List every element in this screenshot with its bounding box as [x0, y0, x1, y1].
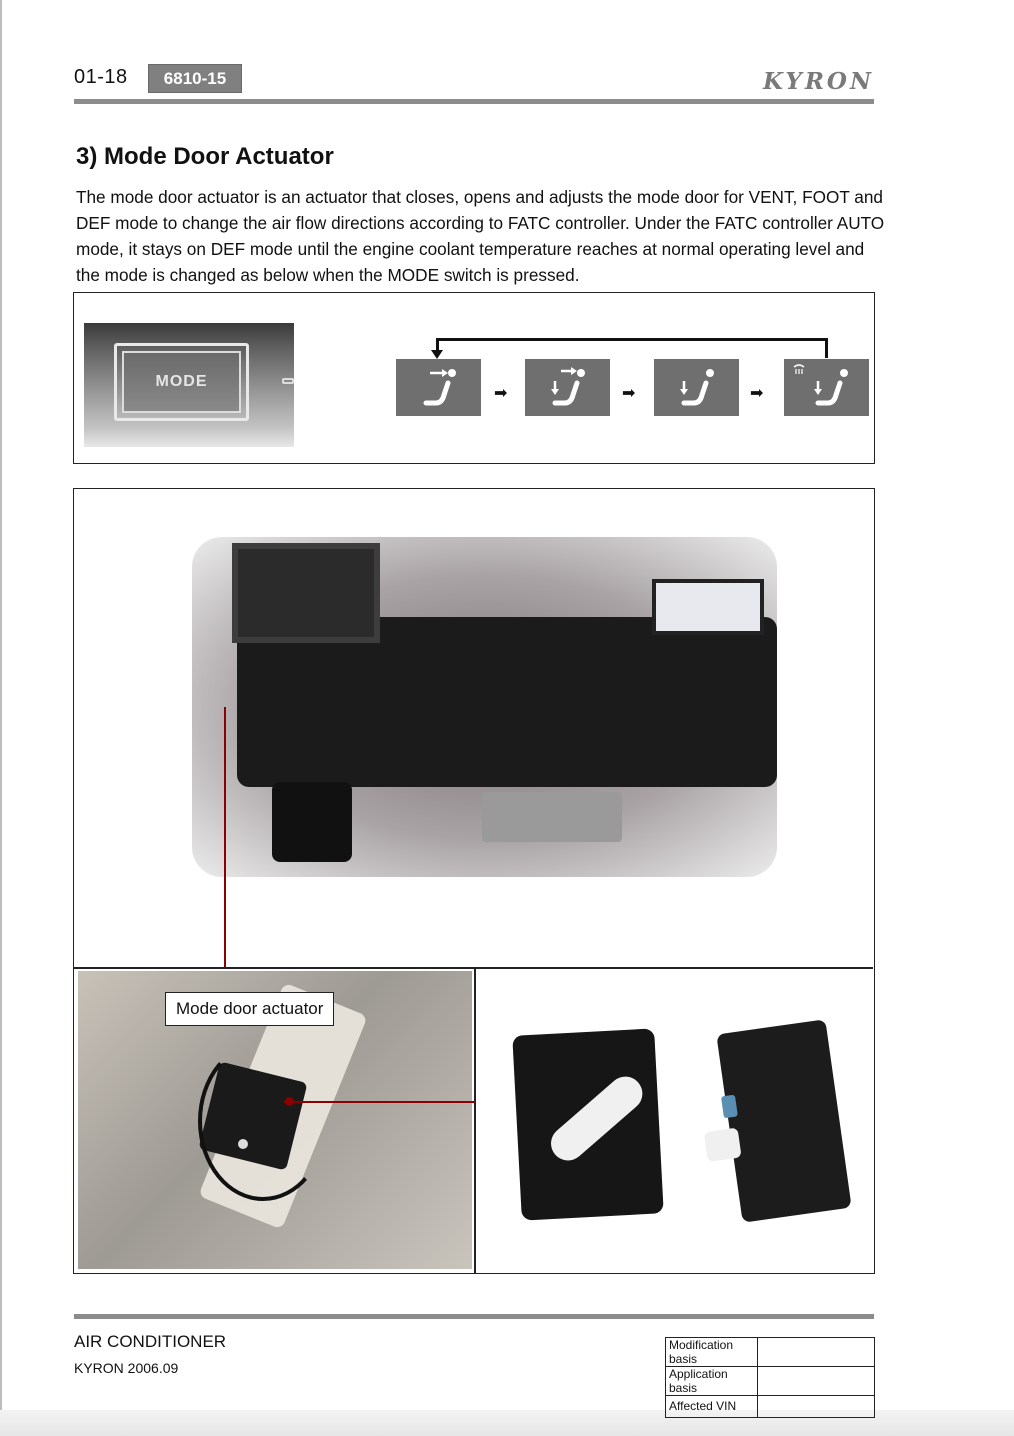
actuator-front-view — [512, 1028, 663, 1220]
hvac-duct — [232, 543, 380, 643]
page-number: 01-18 — [74, 66, 128, 88]
flow-arrow: ➡ — [622, 385, 636, 402]
hvac-unit-photo — [192, 537, 777, 877]
foot-defrost-mode-icon — [784, 359, 869, 416]
flow-arrow: ➡ — [750, 385, 764, 402]
flow-arrow: ➡ — [494, 385, 508, 402]
mode-button-label: MODE — [122, 351, 241, 413]
adjacent-button — [282, 378, 294, 384]
loop-line-top — [436, 338, 828, 341]
modification-basis-label: Modification basis — [666, 1338, 758, 1367]
foot-mode-icon — [654, 359, 739, 416]
bi-level-mode-icon — [525, 359, 610, 416]
hvac-plate — [482, 792, 622, 842]
header-rule — [74, 99, 874, 104]
section-title: 3) Mode Door Actuator — [76, 143, 334, 170]
actuator-harness — [198, 1041, 328, 1201]
panel-divider-vertical — [474, 967, 476, 1273]
hvac-outlet — [272, 782, 352, 862]
section-code-badge: 6810-15 — [148, 64, 242, 93]
revision-table — [665, 1337, 875, 1418]
actuator-connector — [704, 1128, 742, 1162]
actuator-terminal — [721, 1095, 738, 1119]
affected-vin-label: Affected VIN — [666, 1396, 758, 1418]
application-basis-value — [758, 1367, 875, 1396]
brand-logo: KYRON — [763, 68, 874, 95]
actuator-pivot — [238, 1139, 248, 1149]
modification-basis-value — [758, 1338, 875, 1367]
affected-vin-value — [758, 1396, 875, 1418]
page-edge — [0, 0, 2, 1436]
mode-sequence-panel — [73, 292, 875, 464]
leader-line-horizontal — [284, 1101, 476, 1103]
loop-line-right — [825, 338, 828, 358]
application-basis-label: Application basis — [666, 1367, 758, 1396]
hvac-filter — [652, 579, 764, 635]
mode-door-actuator-callout: Mode door actuator — [165, 992, 334, 1026]
actuator-side-view — [716, 1019, 851, 1222]
vent-mode-icon — [396, 359, 481, 416]
footer-model-date: KYRON 2006.09 — [74, 1360, 179, 1376]
footer-section-name: AIR CONDITIONER — [74, 1332, 227, 1351]
mode-switch-photo — [84, 323, 294, 447]
loop-arrow-head — [431, 350, 443, 359]
table-row — [666, 1338, 875, 1367]
section-description: The mode door actuator is an actuator that closes, opens and adjusts the mode door for VENT, FOOT and DEF mode to change the air flow directions according to FATC controller. Under the FATC controller AUTO mode, it stays on DEF mode until the engine coolant temperature reaches at normal operating level and the mode is changed as below when the MODE switch is pressed. — [76, 187, 885, 285]
leader-line-vertical — [224, 707, 226, 967]
footer-rule — [74, 1314, 874, 1319]
photo-panel — [73, 488, 875, 1274]
actuator-lever — [544, 1070, 649, 1168]
mode-button-frame — [114, 343, 249, 421]
leader-line-dot — [285, 1097, 294, 1106]
table-row — [666, 1367, 875, 1396]
table-row — [666, 1396, 875, 1418]
